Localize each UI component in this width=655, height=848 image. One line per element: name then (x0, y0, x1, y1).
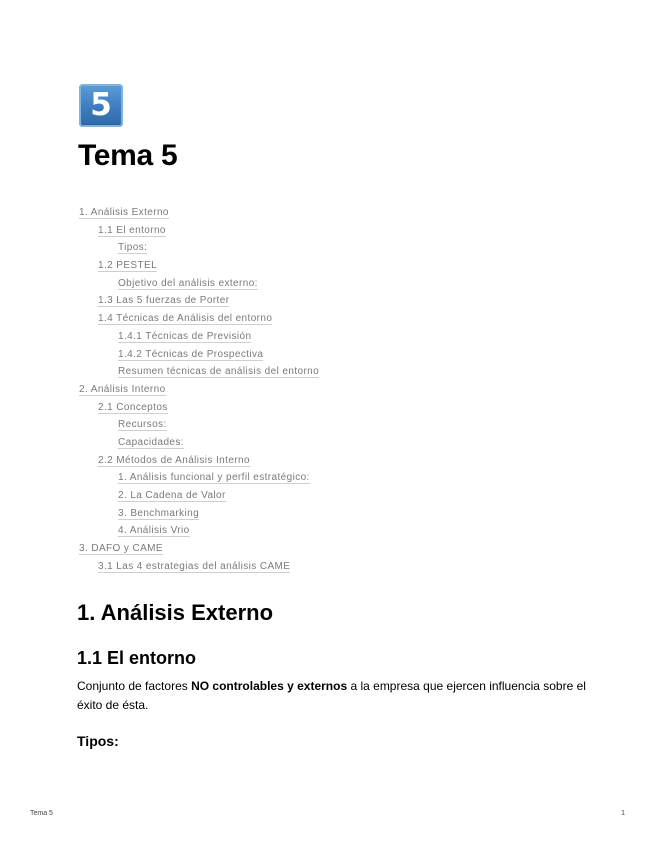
toc-link[interactable]: 3.1 Las 4 estrategias del análisis CAME (98, 560, 291, 572)
toc-link[interactable]: 3. DAFO y CAME (79, 543, 163, 555)
toc-link[interactable]: 1.4.2 Técnicas de Prospectiva (118, 348, 264, 360)
toc-item (0, 520, 655, 538)
toc-item (0, 308, 655, 326)
toc-item (0, 485, 655, 503)
toc-item (0, 273, 655, 291)
toc-item (0, 450, 655, 468)
toc-link[interactable]: Resumen técnicas de análisis del entorno (118, 366, 320, 378)
subsection-heading: 1.1 El entorno (77, 648, 197, 668)
toc-item (0, 397, 655, 415)
toc-link[interactable]: 2. La Cadena de Valor (118, 490, 226, 501)
toc-link[interactable]: Capacidades: (118, 436, 184, 448)
toc-item (0, 538, 655, 556)
toc-link[interactable]: 2. Análisis Interno (79, 383, 166, 395)
toc-link[interactable]: Objetivo del análisis externo: (118, 277, 258, 289)
toc-item (0, 379, 655, 397)
toc-link[interactable]: 1.4.1 Técnicas de Previsión (118, 330, 252, 342)
toc-item (0, 220, 655, 238)
toc-item (0, 467, 655, 485)
toc-link[interactable]: Recursos: (118, 419, 167, 431)
toc-link[interactable]: Tipos: (118, 242, 148, 254)
toc-link[interactable]: 1. Análisis Externo (79, 207, 169, 218)
toc-link[interactable]: 2.1 Conceptos (98, 401, 168, 413)
toc-link[interactable]: 1. Análisis funcional y perfil estratégico: (118, 472, 310, 484)
toc-item (0, 361, 655, 379)
toc-item (0, 344, 655, 362)
toc-link[interactable]: 1.2 PESTEL (98, 260, 158, 272)
toc-link[interactable]: 2.2 Métodos de Análisis Interno (98, 454, 250, 466)
toc-item (0, 290, 655, 308)
footer-document-title: Tema 5 (30, 810, 53, 817)
toc-item (0, 503, 655, 521)
paragraph-text-end: a la empresa que ejercen influencia sobre el éxito de ésta. (77, 679, 586, 712)
section-heading: 1. Análisis Externo (77, 600, 274, 625)
page-title: Tema 5 (78, 139, 178, 172)
paragraph-bold-text: NO controlables y externos (191, 679, 348, 693)
toc-item (0, 414, 655, 432)
toc-link[interactable]: 4. Análisis Vrio (118, 525, 190, 537)
footer-page-number: 1 (621, 810, 625, 817)
keycap-5-icon (79, 84, 123, 127)
tipos-heading: Tipos: (77, 733, 119, 749)
table-of-contents (0, 202, 655, 573)
body-paragraph (77, 677, 597, 714)
toc-link[interactable]: 3. Benchmarking (118, 507, 200, 519)
toc-link[interactable]: 1.4 Técnicas de Análisis del entorno (98, 313, 273, 325)
paragraph-text-start: Conjunto de factores (77, 679, 192, 693)
toc-item (0, 432, 655, 450)
toc-link[interactable]: 1.1 El entorno (98, 224, 166, 236)
toc-item (0, 202, 655, 220)
toc-item (0, 237, 655, 255)
toc-item (0, 255, 655, 273)
keycap-digit: 5 (90, 87, 112, 123)
toc-item (0, 556, 655, 574)
toc-item (0, 326, 655, 344)
toc-link[interactable]: 1.3 Las 5 fuerzas de Porter (98, 295, 230, 307)
